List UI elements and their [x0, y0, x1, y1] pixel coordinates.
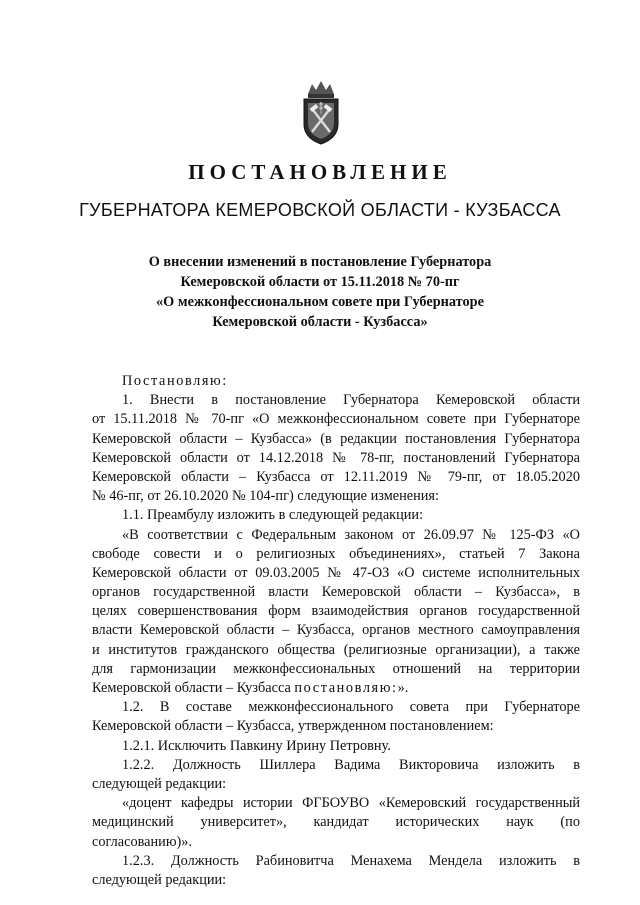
body-line: свободе совести и о религиозных объединениях», статьей 7 Закона — [92, 545, 580, 562]
body-line: Кемеровской области – Кузбасса от 12.11.2019 № 79-пг, от 18.05.2020 — [92, 468, 580, 485]
body-line: власти Кемеровской области – Кузбасса, органов местного самоуправления — [92, 622, 580, 639]
body-line: Кемеровской области от 14.12.2018 № 78-пг, постановлений Губернатора — [92, 449, 580, 466]
body-line: 1. Внести в постановление Губернатора Кемеровской области — [122, 392, 580, 409]
body-line: Кемеровской области – Кузбасса» (в редакции постановления Губернатора — [92, 430, 580, 447]
subject-line: О внесении изменений в постановление Губернатора — [148, 254, 492, 270]
body-line: от 15.11.2018 № 70-пг «О межконфессиональном совете при Губернаторе — [92, 411, 580, 428]
body-line: органов государственной власти Кемеровской области – Кузбасса», в — [92, 584, 580, 601]
body-line: 1.2.2. Должность Шиллера Вадима Викторовича изложить в — [122, 756, 580, 773]
body-line — [92, 679, 580, 698]
document-subject — [120, 252, 520, 332]
decree-word-inline: постановляю: — [294, 680, 398, 696]
body-line: медицинский университет», кандидат исторических наук (по — [92, 814, 580, 831]
document-subtitle: ГУБЕРНАТОРА КЕМЕРОВСКОЙ ОБЛАСТИ - КУЗБАССА — [79, 200, 561, 220]
body-line: следующей редакции: — [92, 775, 227, 792]
body-line: и институтов гражданского общества (религиозные организации), а также — [92, 641, 580, 658]
body-line: 1.1. Преамбулу изложить в следующей редакции: — [122, 507, 424, 524]
body-line: Кемеровской области – Кузбасса, утвержденном постановлением: — [92, 718, 494, 735]
body-line: целях совершенствования форм взаимодействия органов государственной — [92, 603, 580, 620]
body-line: 1.2.1. Исключить Павкину Ирину Петровну. — [122, 737, 391, 754]
body-line: 1.2.3. Должность Рабиновитча Менахема Мендела изложить в — [122, 852, 580, 869]
body-line-prefix: Кемеровской области – Кузбасса — [92, 680, 295, 696]
subject-line: Кемеровской области - Кузбасса» — [212, 314, 428, 330]
body-line-suffix: ». — [397, 680, 409, 696]
body-line: для гармонизации межконфессиональных отношений на территории — [92, 660, 580, 677]
subject-line: «О межконфессиональном совете при Губернаторе — [156, 294, 484, 310]
body-line: согласованию)». — [92, 833, 192, 850]
body-line: № 46-пг, от 26.10.2020 № 104-пг) следующие изменения: — [92, 488, 439, 505]
document-title: ПОСТАНОВЛЕНИЕ — [188, 160, 452, 184]
body-line: «доцент кафедры истории ФГБОУВО «Кемеровский государственный — [122, 795, 580, 812]
kuzbass-coat-of-arms-icon — [300, 80, 342, 146]
document-body — [92, 372, 580, 890]
body-line: «В соответствии с Федеральным законом от 26.09.97 № 125-ФЗ «О — [122, 526, 580, 543]
subject-line: Кемеровской области от 15.11.2018 № 70-пг — [180, 274, 460, 290]
body-line: 1.2. В составе межконфессионального совета при Губернаторе — [122, 699, 580, 716]
body-line: следующей редакции: — [92, 871, 227, 888]
decree-word: Постановляю: — [122, 373, 228, 389]
body-line: Кемеровской области от 09.03.2005 № 47-ОЗ «О системе исполнительных — [92, 564, 580, 581]
